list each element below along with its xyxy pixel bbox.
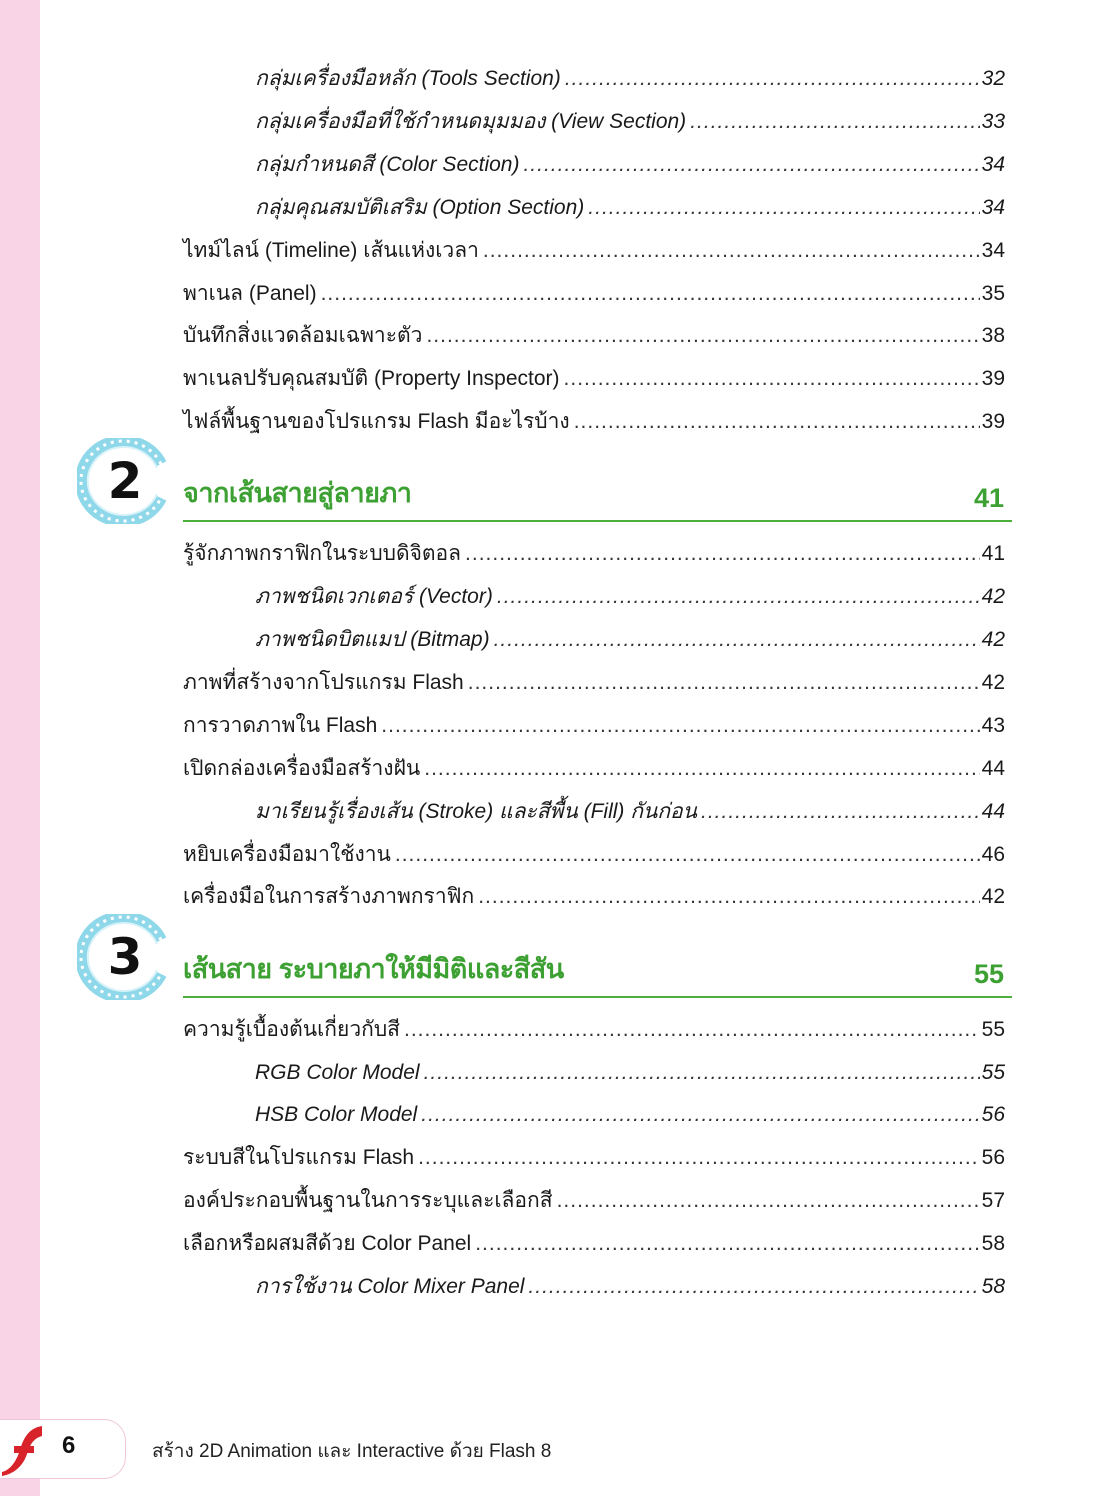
- toc-entry-title: กลุ่มคุณสมบัติเสริม (Option Section): [255, 196, 585, 219]
- toc-entry-title: กลุ่มกำหนดสี (Color Section): [255, 153, 520, 176]
- leader-dots: [528, 1269, 979, 1305]
- page-number: 6: [62, 1432, 76, 1459]
- toc-entry[interactable]: [183, 751, 1005, 787]
- toc-entry-page: 44: [981, 757, 1005, 780]
- toc-entry[interactable]: [255, 147, 1005, 183]
- toc-entry[interactable]: [183, 1183, 1005, 1219]
- toc-entry[interactable]: [183, 1140, 1005, 1176]
- chapter-3-badge: [77, 914, 173, 1000]
- toc-entry[interactable]: [183, 708, 1005, 744]
- toc-entry[interactable]: [255, 1097, 1005, 1133]
- toc-entry-page: 38: [981, 324, 1005, 347]
- leader-dots: [523, 147, 979, 183]
- toc-entry[interactable]: [255, 622, 1005, 658]
- toc-entry-title: เลือกหรือผสมสีด้วย Color Panel: [183, 1232, 472, 1255]
- toc-entry-page: 42: [981, 885, 1005, 908]
- leader-dots: [381, 708, 979, 744]
- toc-entry[interactable]: [183, 1012, 1005, 1048]
- chapter-page: 55: [973, 959, 1004, 989]
- leader-dots: [557, 1183, 980, 1219]
- toc-entry-page: 44: [981, 800, 1005, 823]
- toc-entry-page: 42: [981, 671, 1005, 694]
- toc-entry[interactable]: [183, 837, 1005, 873]
- toc-entry-title: พาเนล (Panel): [183, 282, 317, 305]
- leader-dots: [395, 837, 980, 873]
- flash-logo-icon: [0, 1422, 44, 1476]
- toc-entry-title: เปิดกล่องเครื่องมือสร้างฝัน: [183, 757, 421, 780]
- toc-entry-title: กลุ่มเครื่องมือที่ใช้กำหนดมุมมอง (View Section): [255, 110, 687, 133]
- toc-entry-page: 41: [981, 542, 1005, 565]
- toc-entry-title: RGB Color Model: [255, 1061, 420, 1084]
- toc-entry[interactable]: [255, 190, 1005, 226]
- toc-entry-title: HSB Color Model: [255, 1103, 418, 1126]
- leader-dots: [483, 233, 980, 269]
- chapter-3-heading[interactable]: [183, 954, 1012, 998]
- toc-entry[interactable]: [183, 276, 1005, 312]
- leader-dots: [424, 751, 979, 787]
- toc-entry-page: 56: [981, 1146, 1005, 1169]
- toc-entry-title: กลุ่มเครื่องมือหลัก (Tools Section): [255, 67, 561, 90]
- leader-dots: [421, 1097, 979, 1133]
- toc-entry[interactable]: [183, 665, 1005, 701]
- toc-entry[interactable]: [183, 361, 1005, 397]
- toc-entry-title: หยิบเครื่องมือมาใช้งาน: [183, 843, 391, 866]
- chapter-page: 41: [973, 483, 1004, 513]
- toc-entry-title: การวาดภาพใน Flash: [183, 714, 378, 737]
- toc-entry-title: เครื่องมือในการสร้างภาพกราฟิก: [183, 885, 475, 908]
- chapter-2-badge: [77, 438, 173, 524]
- toc-entry-page: 55: [981, 1018, 1005, 1041]
- toc-entry[interactable]: [255, 794, 1005, 830]
- toc-entry-title: ระบบสีในโปรแกรม Flash: [183, 1146, 415, 1169]
- toc-entry-page: 58: [981, 1275, 1005, 1298]
- leader-dots: [475, 1226, 979, 1262]
- leader-dots: [574, 404, 980, 440]
- toc-entry-page: 55: [981, 1061, 1005, 1084]
- toc-entry-page: 42: [981, 585, 1005, 608]
- running-footer-title: สร้าง 2D Animation และ Interactive ด้วย Flash 8: [152, 1441, 552, 1462]
- toc-entry-page: 57: [981, 1189, 1005, 1212]
- leader-dots: [588, 190, 979, 226]
- leader-dots: [690, 104, 979, 140]
- toc-entry-page: 34: [981, 239, 1005, 262]
- toc-entry[interactable]: [183, 1226, 1005, 1262]
- toc-entry[interactable]: [183, 879, 1005, 915]
- leader-dots: [564, 361, 980, 397]
- leader-dots: [494, 622, 980, 658]
- toc-entry[interactable]: [255, 104, 1005, 140]
- toc-entry-page: 39: [981, 410, 1005, 433]
- toc-entry-title: ไทม์ไลน์ (Timeline) เส้นแห่งเวลา: [183, 239, 479, 262]
- toc-entry[interactable]: [183, 233, 1005, 269]
- toc-entry-page: 34: [981, 196, 1005, 219]
- toc-entry-page: 35: [981, 282, 1005, 305]
- toc-entry[interactable]: [255, 1055, 1005, 1091]
- leader-dots: [468, 665, 980, 701]
- toc-entry[interactable]: [183, 318, 1005, 354]
- toc-entry-page: 39: [981, 367, 1005, 390]
- chapter-title: เส้นสาย ระบายภาให้มีมิติและสีสัน: [183, 954, 564, 984]
- leader-dots: [404, 1012, 980, 1048]
- toc-entry-title: องค์ประกอบพื้นฐานในการระบุและเลือกสี: [183, 1189, 553, 1212]
- toc-entry-page: 42: [981, 628, 1005, 651]
- chapter-2-heading[interactable]: [183, 478, 1012, 522]
- toc-entry[interactable]: [183, 536, 1005, 572]
- leader-dots: [565, 61, 980, 97]
- toc-entry-page: 56: [981, 1103, 1005, 1126]
- toc-entry-page: 43: [981, 714, 1005, 737]
- toc-entry-title: ไฟล์พื้นฐานของโปรแกรม Flash มีอะไรบ้าง: [183, 410, 570, 433]
- toc-entry-title: รู้จักภาพกราฟิกในระบบดิจิตอล: [183, 542, 462, 565]
- side-color-strip: [0, 0, 40, 1496]
- leader-dots: [321, 276, 980, 312]
- chapter-number: 2: [107, 452, 143, 510]
- leader-dots: [701, 794, 980, 830]
- toc-entry-title: พาเนลปรับคุณสมบัติ (Property Inspector): [183, 367, 560, 390]
- toc-entry-title: ภาพชนิดบิตแมป (Bitmap): [255, 628, 490, 651]
- leader-dots: [465, 536, 980, 572]
- toc-entry-page: 34: [981, 153, 1005, 176]
- toc-entry-page: 46: [981, 843, 1005, 866]
- toc-entry[interactable]: [255, 1269, 1005, 1305]
- leader-dots: [478, 879, 979, 915]
- chapter-number: 3: [107, 928, 143, 986]
- toc-entry[interactable]: [183, 404, 1005, 440]
- leader-dots: [418, 1140, 980, 1176]
- chapter-title: จากเส้นสายสู่ลายภา: [183, 478, 412, 508]
- toc-entry-page: 33: [981, 110, 1005, 133]
- toc-entry-title: มาเรียนรู้เรื่องเส้น (Stroke) และสีพื้น (Fill) กันก่อน: [255, 800, 697, 823]
- leader-dots: [497, 579, 980, 615]
- toc-entry-page: 58: [981, 1232, 1005, 1255]
- toc-entry[interactable]: [255, 61, 1005, 97]
- leader-dots: [424, 1055, 980, 1091]
- toc-entry-title: ภาพที่สร้างจากโปรแกรม Flash: [183, 671, 464, 694]
- leader-dots: [426, 318, 979, 354]
- toc-entry-title: ความรู้เบื้องต้นเกี่ยวกับสี: [183, 1018, 400, 1041]
- toc-entry-title: บันทึกสิ่งแวดล้อมเฉพาะตัว: [183, 324, 423, 347]
- toc-entry-page: 32: [981, 67, 1005, 90]
- toc-entry-title: ภาพชนิดเวกเตอร์ (Vector): [255, 585, 493, 608]
- toc-entry-title: การใช้งาน Color Mixer Panel: [255, 1275, 525, 1298]
- toc-entry[interactable]: [255, 579, 1005, 615]
